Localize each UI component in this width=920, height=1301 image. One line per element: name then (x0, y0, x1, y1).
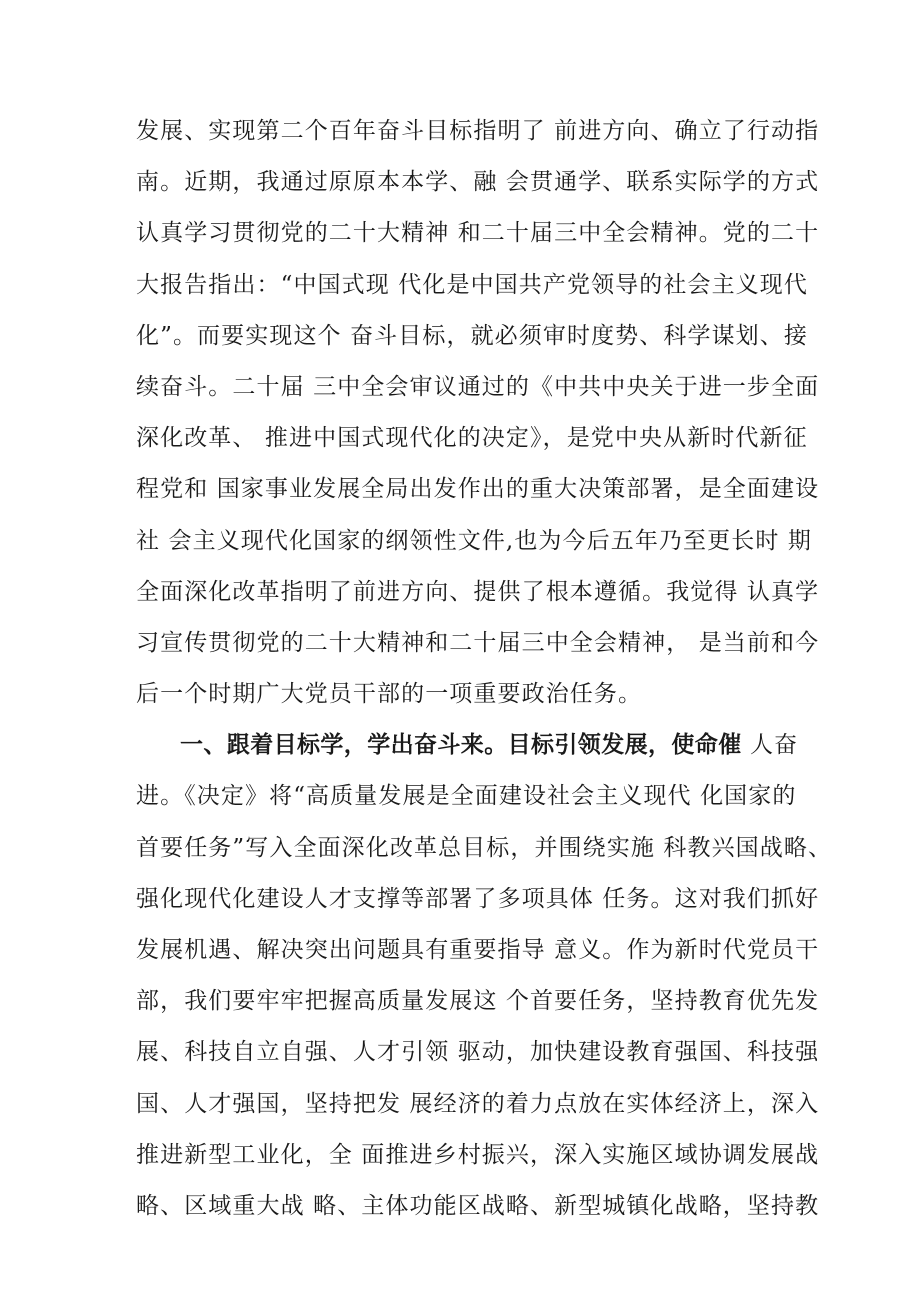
text-line: 展、科技自立自强、人才引领 驱动，加快建设教育强国、科技强 (136, 1039, 820, 1066)
text-line: 部，我们要牢牢把握高质量发展这 个首要任务，坚持教育优先发 (136, 988, 820, 1015)
section-heading-line (136, 720, 799, 771)
text-line: 大报告指出：“中国式现 代化是中国共产党领导的社会主义现代 (136, 271, 808, 298)
text-line: 略、区域重大战 略、主体功能区战略、新型城镇化战略，坚持教 (136, 1192, 820, 1219)
text-line: 全面深化改革指明了前进方向、提供了根本遵循。我觉得 认真学 (136, 578, 820, 605)
text-line: 社 会主义现代化国家的纲领性文件,也为今后五年乃至更长时 期 (136, 527, 812, 554)
text-line: 强化现代化建设人才支撑等部署了多项具体 任务。这对我们抓好 (136, 885, 820, 912)
text-line: 程党和 国家事业发展全局出发作出的重大决策部署，是全面建设 (136, 476, 820, 503)
text-line: 续奋斗。二十届 三中全会审议通过的《中共中央关于进一步全面 (136, 373, 820, 400)
text-line: 习宣传贯彻党的二十大精神和二十届三中全会精神， 是当前和今 (136, 629, 820, 656)
body-text (136, 106, 833, 1232)
text-line: 发展机遇、解决突出问题具有重要指导 意义。作为新时代党员干 (136, 937, 820, 963)
section-heading: 一、跟着目标学，学出奋斗来。目标引领发展，使命催 (180, 732, 742, 759)
text-line: 推进新型工业化，全 面推进乡村振兴，深入实施区域协调发展战 (136, 1141, 820, 1168)
text-line: 化”。而要实现这个 奋斗目标，就必须审时度势、科学谋划、接 (136, 322, 808, 349)
text-line: 首要任务”写入全面深化改革总目标，并围绕实施 科教兴国战略、 (136, 834, 833, 861)
text-line: 国、人才强国，坚持把发 展经济的着力点放在实体经济上，深入 (136, 1090, 820, 1117)
text-line: 发展、实现第二个百年奋斗目标指明了 前进方向、确立了行动指 (136, 118, 820, 144)
section-heading-continuation: 人奋 (741, 732, 799, 759)
text-line: 认真学习贯彻党的二十大精神 和二十届三中全会精神。党的二十 (136, 220, 820, 247)
text-line: 南。近期，我通过原原本本学、融 会贯通学、联系实际学的方式 (136, 169, 820, 196)
text-line: 深化改革、 推进中国式现代化的决定》，是党中央从新时代新征 (136, 425, 808, 452)
text-line: 进。《决定》将“高质量发展是全面建设社会主义现代 化国家的 (136, 783, 797, 810)
text-line: 后一个时期广大党员干部的一项重要政治任务。 (136, 681, 643, 708)
